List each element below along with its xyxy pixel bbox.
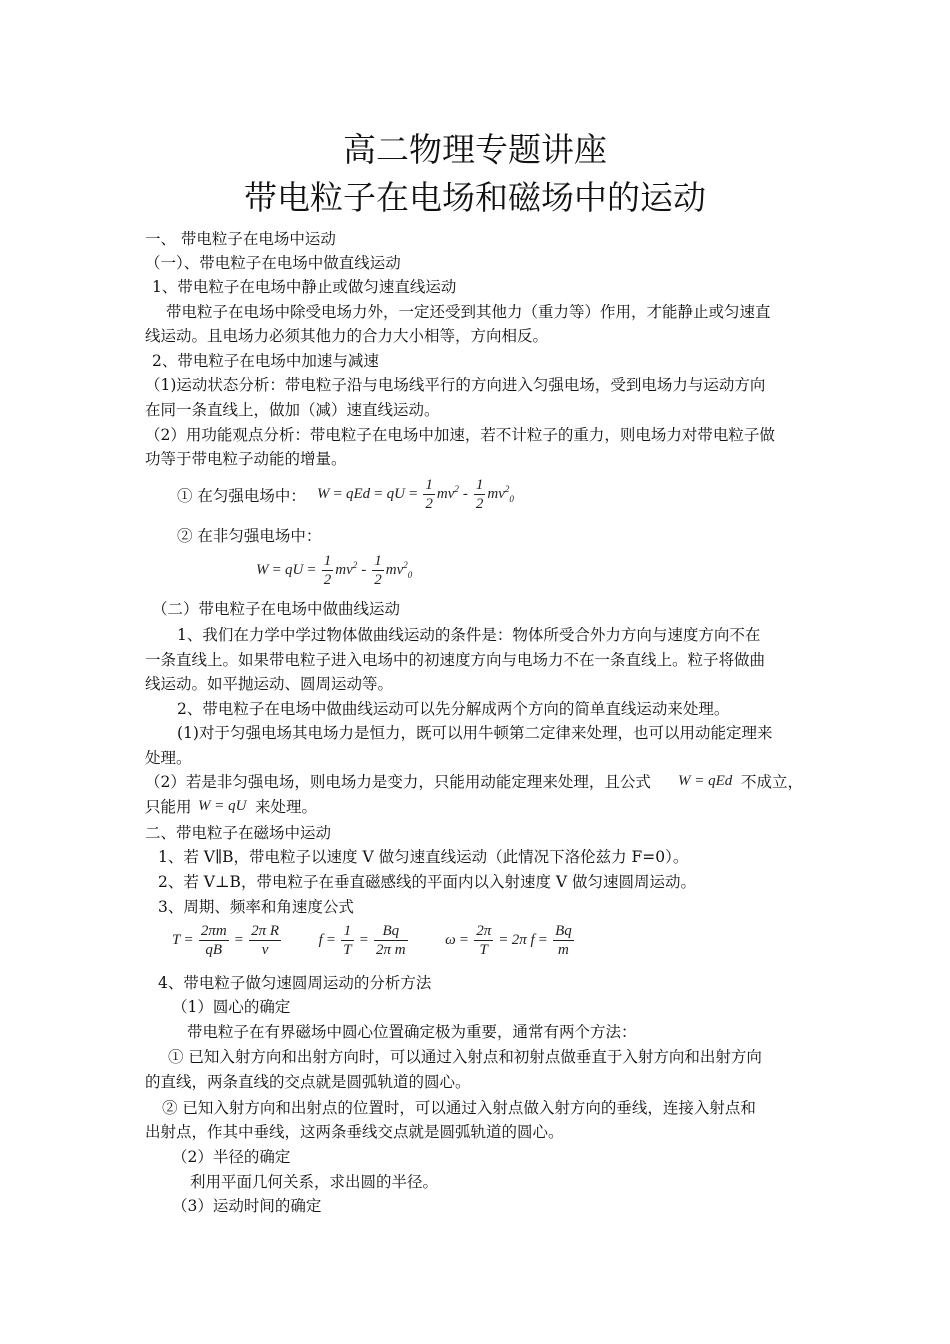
paragraph-line: （2）半径的确定 xyxy=(172,1148,291,1166)
formula-label: ① 在匀强电场中： xyxy=(177,487,306,505)
formula-label: ② 在非匀强电场中： xyxy=(177,527,322,545)
paragraph-line: 利用平面几何关系，求出圆的半径。 xyxy=(190,1173,439,1191)
paragraph-line: （3）运动时间的确定 xyxy=(172,1197,322,1215)
paragraph-line: 2、带电粒子在电场中做曲线运动可以先分解成两个方向的简单直线运动来处理。 xyxy=(177,700,730,718)
paragraph-line: 线运动。如平抛运动、圆周运动等。 xyxy=(145,675,394,693)
fraction: $\frac{\text{2π R}}{v}$ xyxy=(251,923,280,958)
formula-inline: W = qU xyxy=(198,798,247,814)
paragraph-line: (1)对于匀强电场其电场力是恒力，既可以用牛顿第二定律来处理，也可以用动能定理来 xyxy=(177,724,773,742)
item-heading: 2、带电粒子在电场中加速与减速 xyxy=(152,352,379,370)
fraction: $\frac{1}{T}$ xyxy=(343,923,352,958)
formula-inline: W = qEd xyxy=(678,773,733,789)
page-subtitle: 带电粒子在电场和磁场中的运动 xyxy=(244,178,706,217)
paragraph-line: 只能用 xyxy=(145,798,192,816)
paragraph-line: 在同一条直线上，做加（减）速直线运动。 xyxy=(145,401,440,419)
formula-period-frequency: T = $\frac{2\pi m}{qB}$ = $\frac{\text{2π R}}{v}$ f = $\frac{1}{T}$ = $\frac{Bq}{\text{2π m}}$ ω = $\frac{2\pi}{T}$ = 2π f = $\frac{Bq}{m}$ xyxy=(172,923,572,958)
item-heading: 1、带电粒子在电场中静止或做匀速直线运动 xyxy=(152,278,457,296)
fraction: $\frac{Bq}{m}$ xyxy=(555,923,572,958)
fraction: $\frac{2\pi}{T}$ xyxy=(476,923,492,958)
paragraph-line: ① 已知入射方向和出射方向时，可以通过入射点和初射点做垂直于入射方向和出射方向 xyxy=(168,1048,762,1066)
fraction: $\frac{1}{2}$ xyxy=(425,477,433,512)
paragraph-line: （2）若是非匀强电场，则电场力是变力，只能用动能定理来处理，且公式 xyxy=(145,773,651,791)
paragraph-line: 带电粒子在有界磁场中圆心位置确定极为重要，通常有两个方法： xyxy=(187,1023,637,1041)
subsection-heading: （二）带电粒子在电场中做曲线运动 xyxy=(152,600,401,618)
paragraph-line: 功等于带电粒子动能的增量。 xyxy=(145,450,347,468)
formula-nonuniform-field: W = qU = $\frac{1}{2}$ $mv^2$ - $\frac{1}{2}$ $mv^2_0$ xyxy=(256,553,413,588)
paragraph-line: （1）圆心的确定 xyxy=(172,998,291,1016)
fraction: $\frac{2\pi m}{qB}$ xyxy=(200,923,227,958)
item-heading: 4、带电粒子做匀速圆周运动的分析方法 xyxy=(158,974,432,992)
page-title: 高二物理专题讲座 xyxy=(343,130,607,169)
item-heading: 3、周期、频率和角速度公式 xyxy=(158,898,354,916)
paragraph-line: ② 已知入射方向和出射点的位置时，可以通过入射点做入射方向的垂线，连接入射点和 xyxy=(162,1099,756,1117)
subsection-heading: （一）、带电粒子在电场中做直线运动 xyxy=(145,254,401,272)
section-heading-2: 二、带电粒子在磁场中运动 xyxy=(145,824,332,842)
fraction: $\frac{1}{2}$ xyxy=(374,553,382,588)
paragraph-line: 的直线，两条直线的交点就是圆弧轨道的圆心。 xyxy=(145,1073,471,1091)
fraction: $\frac{Bq}{\text{2π m}}$ xyxy=(376,923,406,958)
paragraph-line: 1、我们在力学中学过物体做曲线运动的条件是：物体所受合外力方向与速度方向不在 xyxy=(177,626,761,644)
paragraph-line: 来处理。 xyxy=(255,798,318,816)
paragraph-line: （1)运动状态分析：带电粒子沿与电场线平行的方向进入匀强电场，受到电场力与运动方向 xyxy=(145,376,766,394)
paragraph-line: 2、若 V⊥B，带电粒子在垂直磁感线的平面内以入射速度 V 做匀速圆周运动。 xyxy=(158,873,696,891)
paragraph-line: 一条直线上。如果带电粒子进入电场中的初速度方向与电场力不在一条直线上。粒子将做曲 xyxy=(145,651,766,669)
section-heading-1: 一、 带电粒子在电场中运动 xyxy=(145,230,336,248)
paragraph-line: 不成立， xyxy=(741,773,804,791)
fraction: $\frac{1}{2}$ xyxy=(323,553,332,588)
formula-uniform-field: W = qEd = qU = $\frac{1}{2}$ $mv^2$ - $\frac{1}{2}$ $mv^2_0$ xyxy=(317,477,514,512)
paragraph-line: 出射点，作其中垂线，这两条垂线交点就是圆弧轨道的圆心。 xyxy=(145,1123,564,1141)
paragraph-line: 1、若 V∥B，带电粒子以速度 V 做匀速直线运动（此情况下洛伦兹力 F=0）。 xyxy=(158,848,689,866)
paragraph-line: 线运动。且电场力必须其他力的合力大小相等，方向相反。 xyxy=(145,327,549,345)
fraction: $\frac{1}{2}$ xyxy=(475,477,484,512)
paragraph-line: 处理。 xyxy=(145,749,192,767)
paragraph-line: 带电粒子在电场中除受电场力外，一定还受到其他力（重力等）作用，才能静止或匀速直 xyxy=(166,303,771,321)
paragraph-line: （2）用功能观点分析：带电粒子在电场中加速，若不计粒子的重力，则电场力对带电粒子做 xyxy=(145,426,775,444)
